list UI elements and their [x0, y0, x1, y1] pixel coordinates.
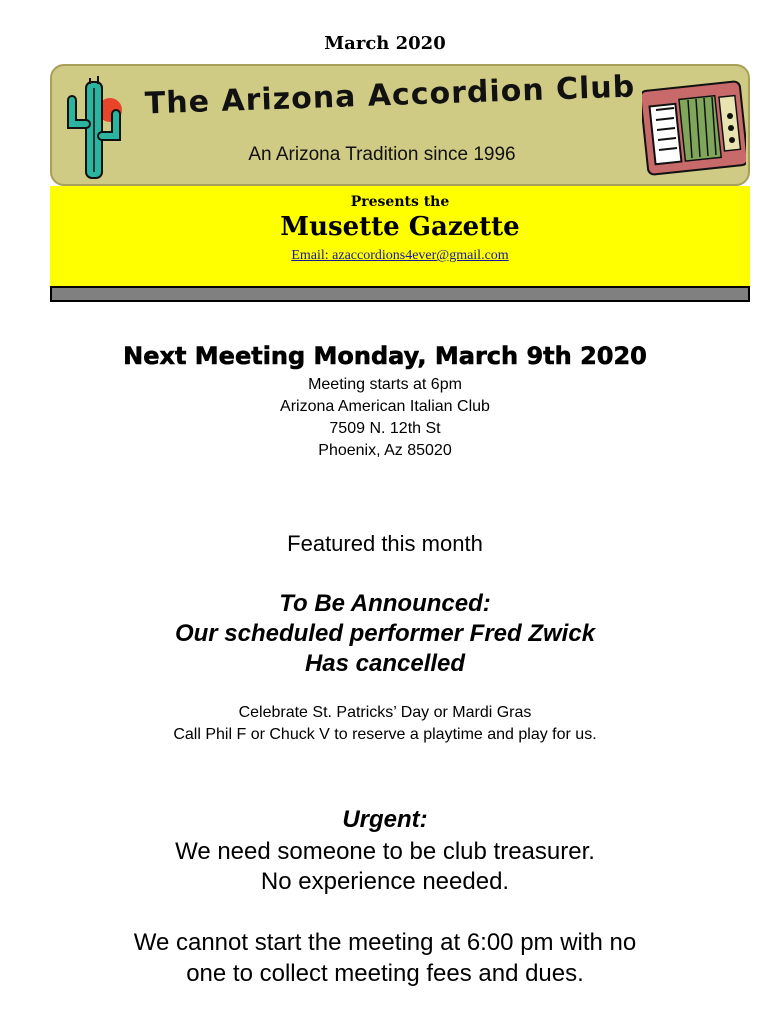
- urgent-title: Urgent:: [342, 806, 428, 833]
- club-banner: [50, 64, 750, 186]
- masthead: [50, 186, 750, 286]
- presents-label: Presents the: [350, 194, 450, 210]
- meeting-venue: Arizona American Italian Club: [280, 398, 490, 415]
- newsletter-title: Musette Gazette: [280, 212, 520, 242]
- issue-date: March 2020: [324, 33, 446, 54]
- featured-label: Featured this month: [287, 531, 483, 556]
- featured-line: To Be Announced:: [279, 590, 491, 617]
- meeting-street: 7509 N. 12th St: [329, 420, 441, 437]
- divider-bar: [50, 286, 750, 302]
- meeting-time: Meeting starts at 6pm: [308, 376, 462, 393]
- urgent-line: one to collect meeting fees and dues.: [186, 960, 584, 987]
- email-link[interactable]: Email: azaccordions4ever@gmail.com: [291, 248, 509, 263]
- club-tagline: An Arizona Tradition since 1996: [248, 144, 516, 165]
- accordion-icon: [642, 80, 746, 176]
- featured-note: Celebrate St. Patricks’ Day or Mardi Gras: [238, 704, 532, 721]
- urgent-line: We cannot start the meeting at 6:00 pm with no: [133, 929, 637, 956]
- featured-line: Our scheduled performer Fred Zwick: [174, 620, 596, 647]
- meeting-city: Phoenix, Az 85020: [318, 442, 452, 459]
- urgent-line: No experience needed.: [260, 868, 510, 895]
- club-name: The Arizona Accordion Club: [144, 69, 636, 122]
- meeting-heading: Next Meeting Monday, March 9th 2020: [123, 342, 647, 370]
- featured-line: Has cancelled: [304, 650, 466, 677]
- cactus-icon: [62, 74, 126, 182]
- urgent-line: We need someone to be club treasurer.: [175, 838, 595, 865]
- featured-note: Call Phil F or Chuck V to reserve a playtime and play for us.: [173, 726, 597, 743]
